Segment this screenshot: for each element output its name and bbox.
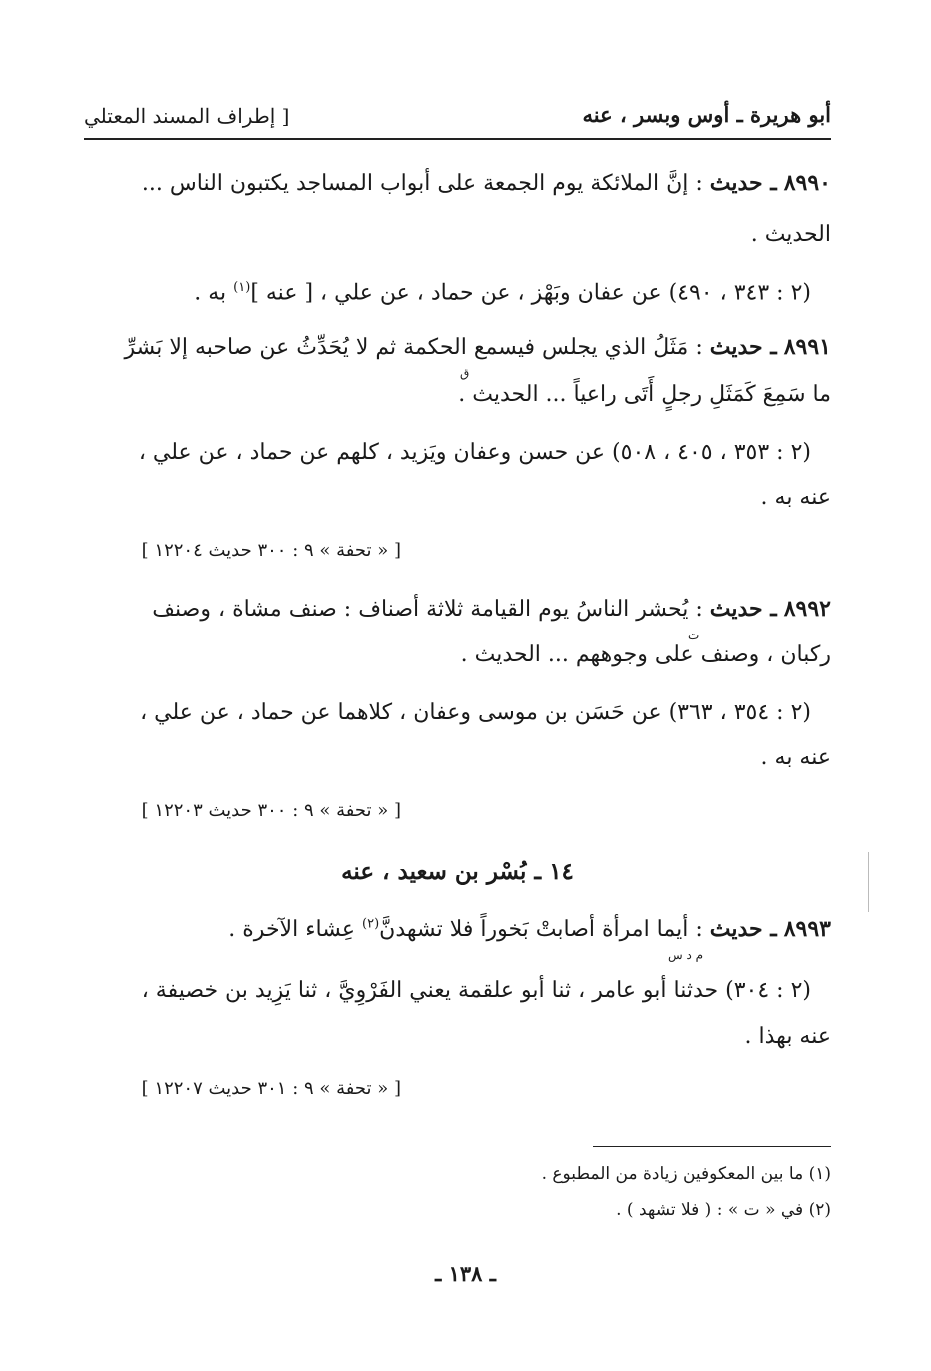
hadith-8991-source-line2: عنه به . xyxy=(760,485,831,510)
hadith-label: ـ حديث xyxy=(709,596,777,622)
hadith-8990-line1 xyxy=(84,170,831,196)
hadith-8992-source-line1: (٢ : ٣٥٤ ، ٣٦٣) عن حَسَن بن موسى وعفان ، كلاهما عن حماد ، عن علي ، xyxy=(140,700,811,725)
hadith-label: ـ حديث xyxy=(709,334,777,360)
hadith-label: ـ حديث xyxy=(709,170,777,196)
hadith-text: : يُحشر الناسُ يوم القيامة ثلاثة أصناف : صنف مشاة ، وصنف xyxy=(152,597,703,622)
hadith-8990-line2: الحديث . xyxy=(750,222,831,247)
hadith-8992-line1 xyxy=(84,596,831,622)
tuhfa-reference: [ « تحفة » ٩ : ٣٠١ حديث ١٢٢٠٧ ] xyxy=(141,1078,401,1099)
footnote-2: (٢) في « ت » : ( فلا تشهد ) . xyxy=(616,1200,831,1220)
hadith-label: ـ حديث xyxy=(709,916,777,942)
footnote-rule xyxy=(593,1146,831,1147)
tuhfa-reference: [ « تحفة » ٩ : ٣٠٠ حديث ١٢٢٠٤ ] xyxy=(141,540,401,561)
narrator-mark: ق xyxy=(460,366,470,380)
hadith-8992-line2: ركبان ، وصنف على وجوههم ... الحديث . xyxy=(460,642,831,667)
hadith-8990-source xyxy=(84,280,811,305)
hadith-number: ٨٩٩١ xyxy=(783,334,831,360)
hadith-number: ٨٩٩٢ xyxy=(783,596,831,622)
narrator-mark: م د س xyxy=(668,948,704,962)
hadith-8991-source-line1: (٢ : ٣٥٣ ، ٤٠٥ ، ٥٠٨) عن حسن وعفان ويَزيد ، كلهم عن حماد ، عن علي ، xyxy=(138,440,811,465)
hadith-8991-line2: ما سَمِعَ كَمَثَلِ رجلٍ أَتَى راعياً ... الحديث . xyxy=(458,382,831,407)
hadith-number: ٨٩٩٠ xyxy=(783,170,831,196)
page-number: ـ ١٣٨ ـ xyxy=(435,1261,496,1286)
hadith-number: ٨٩٩٣ xyxy=(783,916,831,942)
header-left-title: [ إطراف المسند المعتلي xyxy=(84,104,290,128)
narrator-mark: ت xyxy=(688,628,700,642)
hadith-text: : مَثَلُ الذي يجلس فيسمع الحكمة ثم لا يُحَدِّثُ عن صاحبه إلا بَشرِّ xyxy=(124,335,703,360)
footnote-ref: (١) xyxy=(233,280,251,295)
hadith-text: : إنَّ الملائكة يوم الجمعة على أبواب المساجد يكتبون الناس ... xyxy=(141,171,703,196)
running-header xyxy=(84,98,831,140)
section-title: ١٤ ـ بُسْر بن سعيد ، عنه xyxy=(341,858,574,885)
hadith-8993-line1 xyxy=(84,916,831,942)
hadith-8993-source-line1: (٢ : ٣٠٤) حدثنا أبو عامر ، ثنا أبو علقمة يعني الفَرْوِيَّ ، ثنا يَزِيد بن خصيفة ، xyxy=(141,978,811,1003)
footnote-ref: (٢) xyxy=(362,916,380,932)
source-tail: به . xyxy=(194,280,227,306)
hadith-text-tail: عِشاء الآخرة . xyxy=(228,917,356,942)
hadith-text: : أيما امرأة أصابتْ بَخوراً فلا تشهدنَّ xyxy=(379,917,703,942)
footnote-1: (١) ما بين المعكوفين زيادة من المطبوع . xyxy=(541,1164,831,1184)
tuhfa-reference: [ « تحفة » ٩ : ٣٠٠ حديث ١٢٢٠٣ ] xyxy=(141,800,401,821)
source-text: (٢ : ٣٤٣ ، ٤٩٠) عن عفان وبَهْز ، عن حماد ، عن علي ، [ عنه ] xyxy=(250,280,811,306)
margin-mark xyxy=(868,852,869,912)
header-right-title: أبو هريرة ـ أوس وبسر ، عنه xyxy=(582,102,831,127)
hadith-8992-source-line2: عنه به . xyxy=(760,745,831,770)
hadith-8993-source-line2: عنه بهذا . xyxy=(744,1024,831,1049)
hadith-8991-line1 xyxy=(84,334,831,360)
